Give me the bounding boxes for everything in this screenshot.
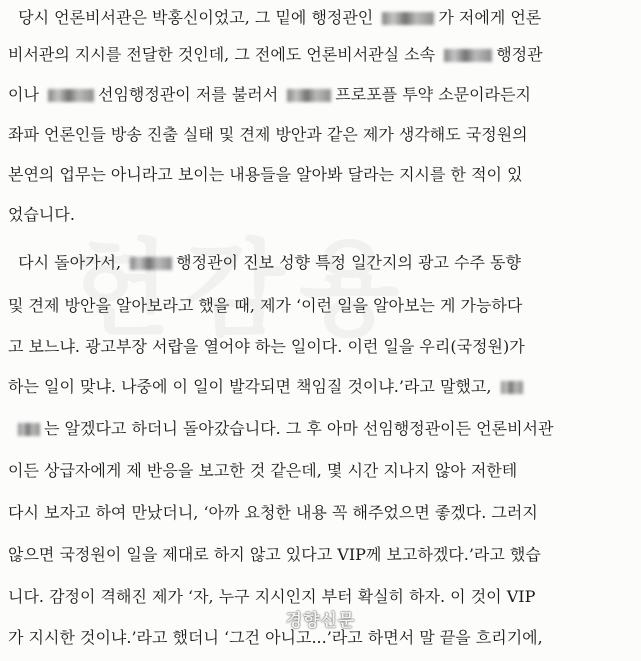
text-line xyxy=(0,497,641,529)
line-text: 행정관이 진보 성향 특정 일간지의 광고 수주 동향 xyxy=(176,253,521,272)
text-line xyxy=(0,290,641,322)
text-line xyxy=(0,413,641,445)
line-text: 가 지시한 것이냐.’라고 했더니 ‘그건 아니고...’라고 하면서 말 끝을 흐리기에, xyxy=(8,628,543,647)
line-text: 었습니다. xyxy=(8,205,75,224)
redacted-name xyxy=(444,49,492,62)
text-line xyxy=(0,39,641,71)
line-text: 비서관의 지시를 전달한 것인데, 그 전에도 언론비서관실 소속 xyxy=(8,45,441,64)
line-text: 고 보느냐. 광고부장 서랍을 열어야 하는 일이다. 이런 일을 우리(국정원)가 xyxy=(8,337,525,356)
text-line xyxy=(0,371,641,403)
text-line xyxy=(0,2,641,34)
line-text: 가 저에게 언론 xyxy=(438,8,542,27)
text-line xyxy=(0,199,641,231)
text-line xyxy=(0,119,641,151)
redacted-name xyxy=(287,89,331,102)
line-text: 선임행정관이 저를 불러서 xyxy=(98,85,284,104)
text-line xyxy=(0,159,641,191)
line-text: 이나 xyxy=(8,85,44,104)
line-text: 이든 상급자에게 제 반응을 보고한 것 같은데, 몇 시간 지나지 않아 저한테 xyxy=(8,461,518,480)
line-text: 니다. 감정이 격해진 제가 ‘자, 누구 지시인지 부터 확실히 하자. 이 것이 VIP xyxy=(8,587,536,606)
line-text: 및 견제 방안을 알아보라고 했을 때, 제가 ‘이런 일을 알아보는 게 가능하다 xyxy=(8,296,523,315)
line-text: 본연의 업무는 아니라고 보이는 내용들을 알아봐 달라는 지시를 한 적이 있 xyxy=(8,165,523,184)
text-line xyxy=(0,539,641,571)
line-text: 당시 언론비서관은 박홍신이었고, 그 밑에 행정관인 xyxy=(8,8,379,27)
line-text: 다시 보자고 하여 만났더니, ‘아까 요청한 내용 꼭 해주었으면 좋겠다. 그러지 xyxy=(8,503,538,522)
redacted-name xyxy=(18,423,40,436)
redacted-name xyxy=(382,12,434,25)
redacted-name xyxy=(48,89,94,102)
text-line xyxy=(0,79,641,111)
newspaper-credit-watermark: 경향신문 xyxy=(285,611,356,631)
line-text: 않으면 국정원이 일을 제대로 하지 않고 있다고 VIP께 보고하겠다.’라고 했습 xyxy=(8,545,541,564)
text-line xyxy=(0,455,641,487)
line-text: 하는 일이 맞냐. 나중에 이 일이 발각되면 책임질 것이냐.’라고 말했고, xyxy=(8,377,497,396)
line-text: 행정관 xyxy=(496,45,543,64)
line-text: 좌파 언론인들 방송 진출 실태 및 견제 방안과 같은 제가 생각해도 국정원의 xyxy=(8,125,528,144)
redacted-name xyxy=(130,257,172,270)
line-text: 프로포플 투약 소문이라든지 xyxy=(335,85,531,104)
redacted-name xyxy=(501,381,523,394)
line-text: 다시 돌아가서, xyxy=(8,253,127,272)
text-line xyxy=(0,247,641,279)
line-text: 는 알겠다고 하더니 돌아갔습니다. 그 후 아마 선임행정관이든 언론비서관 xyxy=(44,419,554,438)
text-line xyxy=(0,331,641,363)
